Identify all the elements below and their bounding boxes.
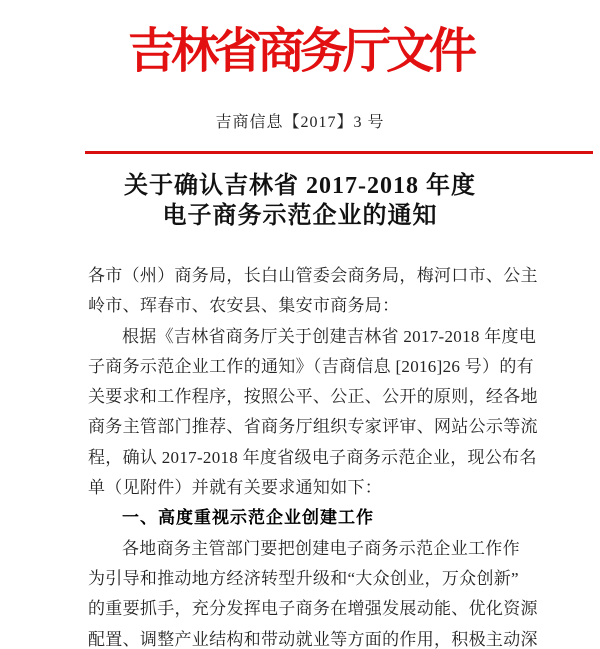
body-line: 的重要抓手，充分发挥电子商务在增强发展动能、优化资源 (88, 599, 538, 619)
body-line: 单（见附件）并就有关要求通知如下： (88, 478, 383, 498)
notice-title-line1: 关于确认吉林省 2017-2018 年度 (124, 173, 476, 199)
notice-title (0, 171, 600, 231)
document-body (88, 261, 536, 649)
section-heading: 一、高度重视示范企业创建工作 (122, 508, 374, 528)
body-line: 程，确认 2017-2018 年度省级电子商务示范企业，现公布名 (88, 447, 537, 467)
body-line: 子商务示范企业工作的通知》（吉商信息 [2016]26 号）的有 (88, 356, 534, 376)
body-line: 商务主管部门推荐、省商务厅组织专家评审、网站公示等流 (88, 417, 538, 437)
body-line: 根据《吉林省商务厅关于创建吉林省 2017-2018 年度电 (122, 326, 537, 346)
body-line: 岭市、珲春市、农安县、集安市商务局： (88, 296, 400, 316)
body-line: 为引导和推动地方经济转型升级和“大众创业，万众创新” (88, 568, 519, 588)
body-line: 配置、调整产业结构和带动就业等方面的作用，积极主动深 (88, 629, 538, 649)
agency-title: 吉林省商务厅文件 (127, 25, 472, 78)
body-line: 各市（州）商务局，长白山管委会商务局，梅河口市、公主 (88, 266, 538, 285)
document-number: 吉商信息【2017】3 号 (215, 114, 385, 131)
notice-title-line2: 电子商务示范企业的通知 (162, 203, 438, 229)
red-divider-line (85, 151, 593, 154)
body-line: 各地商务主管部门要把创建电子商务示范企业工作作 (122, 538, 520, 558)
body-line: 关要求和工作程序，按照公平、公正、公开的原则，经各地 (88, 387, 538, 407)
